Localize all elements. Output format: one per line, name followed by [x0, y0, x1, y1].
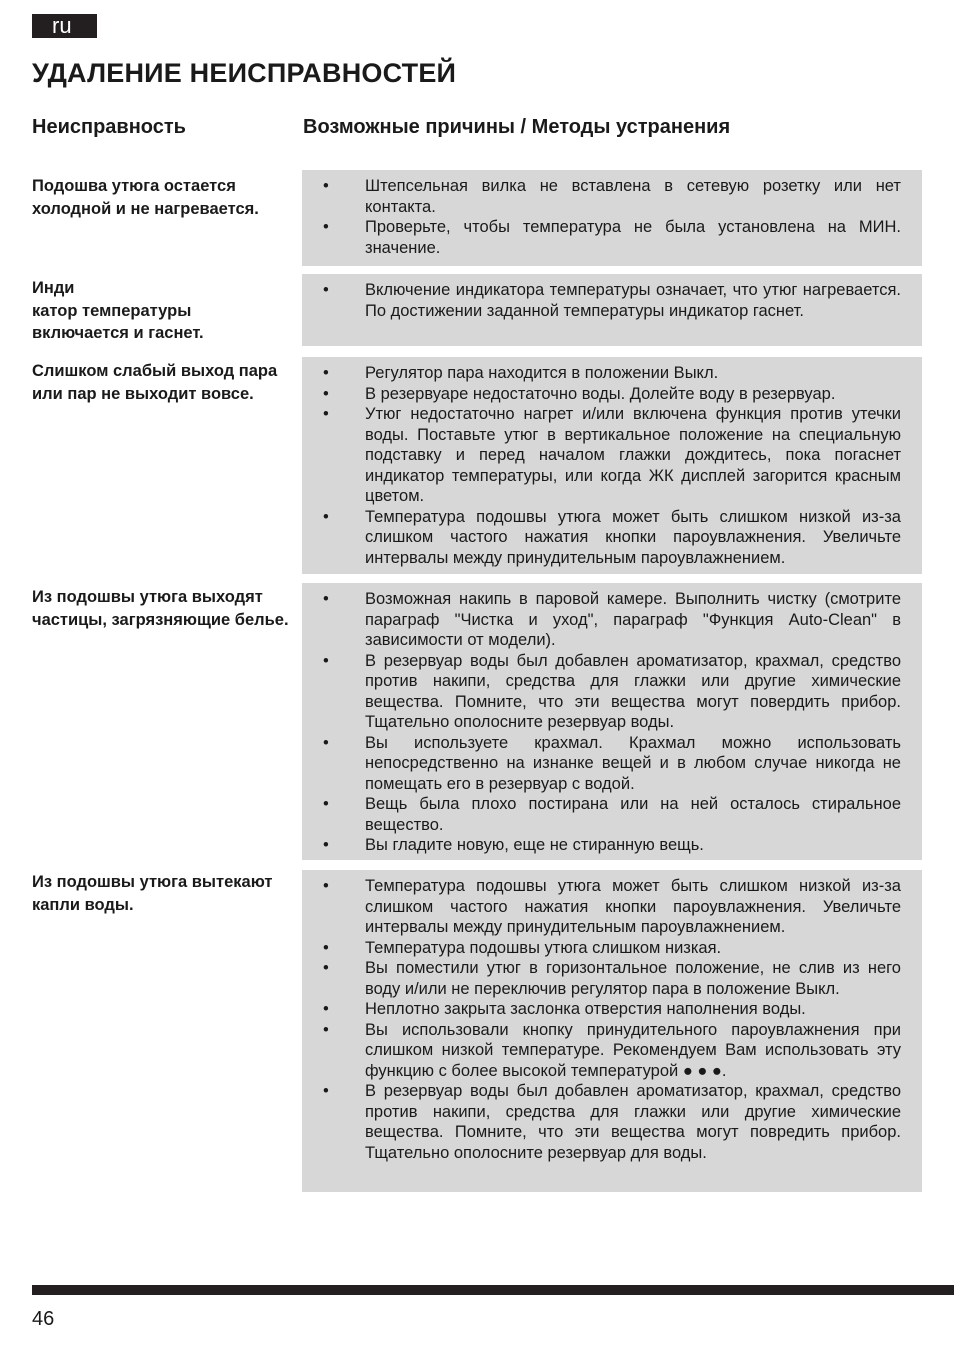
bullet-icon: •: [323, 959, 329, 977]
cause-item: • Регулятор пара находится в положении Выкл.: [323, 364, 719, 382]
bullet-icon: •: [323, 507, 329, 526]
causes-box: [302, 357, 922, 574]
cause-item: • В резервуар воды был добавлен ароматизатор, крахмал, средство против накипи, средства для глажки или другие химические вещества. Помните, что эти вещества могут повердить прибор. Тщательно ополосните резервуар воды.: [323, 651, 901, 731]
cause-item: • Штепсельная вилка не вставлена в сетевую розетку или нет контакта.: [323, 177, 901, 216]
causes-box: [302, 583, 922, 860]
causes-box: [302, 170, 922, 266]
problem-text: Слишком слабый выход пара или пар не выходит вовсе.: [32, 362, 278, 403]
problem-column-header: Неисправность: [32, 116, 186, 138]
page-title: УДАЛЕНИЕ НЕИСПРАВНОСТЕЙ: [32, 58, 457, 88]
cause-item: • Неплотно закрыта заслонка отверстия наполнения воды.: [323, 1000, 806, 1018]
bullet-icon: •: [323, 364, 329, 382]
bullet-icon: •: [323, 281, 329, 299]
bullet-icon: •: [323, 590, 329, 608]
bullet-icon: •: [323, 384, 329, 403]
bullet-icon: •: [323, 218, 329, 236]
cause-item: • Проверьте, чтобы температура не была установлена на МИН. значение.: [323, 218, 901, 257]
problem-text: Из подошвы утюга выходят частицы, загрязняющие белье.: [32, 588, 289, 629]
bullet-icon: •: [323, 1000, 329, 1018]
causes-box: [302, 870, 922, 1192]
language-tab: ru: [32, 14, 97, 38]
bullet-icon: •: [323, 836, 329, 854]
problem-text: Инди катор температуры включается и гаснет.: [32, 279, 204, 342]
bullet-icon: •: [323, 877, 329, 895]
bullet-icon: •: [323, 1020, 329, 1039]
footer-rule: [32, 1285, 954, 1295]
problem-text: Из подошвы утюга вытекают капли воды.: [32, 873, 273, 914]
cause-item: • Вы поместили утюг в горизонтальное положение, не слив из него воду и/или не переключив регулятор пара в положение Выкл.: [323, 959, 901, 998]
cause-item: • В резервуаре недостаточно воды. Долейте воду в резервуар.: [323, 384, 836, 403]
cause-item: • Температура подошвы утюга может быть слишком низкой из-за слишком частого нажатия кнопки пароувлажнения. Увеличьте интервалы между принудительным пароувлажнением.: [323, 507, 901, 567]
cause-item: • Температура подошвы утюга может быть слишком низкой из-за слишком частого нажатия кнопки пароувлажнения. Увеличьте интервалы между принудительным пароувлажнением.: [323, 877, 901, 936]
causes-column-header: Возможные причины / Методы устранения: [303, 116, 731, 138]
problem-text: Подошва утюга остается холодной и не нагревается.: [32, 177, 259, 218]
cause-item: • Температура подошвы утюга слишком низкая.: [323, 938, 722, 957]
cause-item: • Утюг недостаточно нагрет и/или включена функция против утечки воды. Поставьте утюг в вертикальное положение на специальную подставку и перед началом глажки дождитесь, пока погаснет индикатор температуры, или когда ЖК дисплей загорится красным цветом.: [323, 405, 901, 505]
cause-item: • Вещь была плохо постирана или на ней осталось стиральное вещество.: [323, 795, 901, 834]
causes-box: [302, 274, 922, 346]
cause-item: • Вы использовали кнопку принудительного пароувлажнения при слишком низкой температуре. Рекомендуем Вам использовать эту функцию с более высокой температурой ● ● ●.: [323, 1020, 901, 1080]
page-number: 46: [32, 1308, 55, 1330]
bullet-icon: •: [323, 733, 329, 752]
cause-item: • В резервуар воды был добавлен ароматизатор, крахмал, средство против накипи, средства для глажки или другие химические вещества. Помните, что эти вещества могут повредить прибор. Тщательно ополосните резервуар для воды.: [323, 1082, 901, 1162]
cause-item: • Вы гладите новую, еще не стиранную вещь.: [323, 836, 704, 854]
bullet-icon: •: [323, 1082, 329, 1100]
bullet-icon: •: [323, 177, 329, 195]
bullet-icon: •: [323, 938, 329, 957]
bullet-icon: •: [323, 651, 329, 670]
cause-item: • Возможная накипь в паровой камере. Выполнить чистку (смотрите параграф "Чистка и уход", параграф "Функция Auto-Clean" в зависимости от модели).: [323, 590, 901, 649]
bullet-icon: •: [323, 405, 329, 423]
cause-item: • Вы используете крахмал. Крахмал можно использовать непосредственно на изнанке вещей и в любом случае никогда не помещать его в резервуар с водой.: [323, 733, 901, 793]
bullet-icon: •: [323, 795, 329, 813]
cause-item: • Включение индикатора температуры означает, что утюг нагревается. По достижении заданной температуры индикатор гаснет.: [323, 281, 901, 320]
